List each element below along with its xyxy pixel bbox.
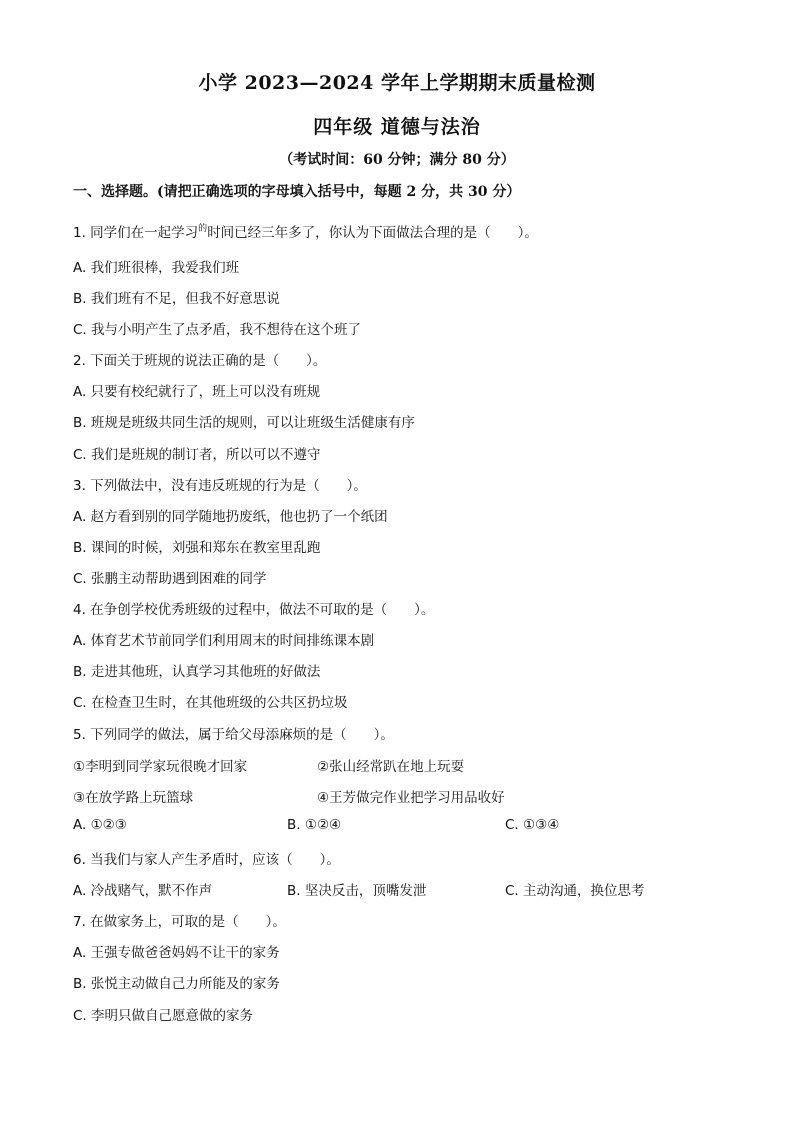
question-1-stem — [73, 221, 538, 241]
question-7-option-b: B. 张悦主动做自己力所能及的家务 — [73, 976, 280, 992]
question-5-option-a: A. ①②③ — [73, 817, 127, 833]
question-6-option-a: A. 冷战赌气，默不作声 — [73, 883, 213, 899]
question-3-option-a: A. 赵方看到别的同学随地扔废纸，他也扔了一个纸团 — [73, 509, 388, 525]
exam-info: （考试时间：60 分钟；满分 80 分） — [279, 152, 515, 168]
question-4-option-b: B. 走进其他班，认真学习其他班的好做法 — [73, 664, 321, 680]
question-5-item-2: ②张山经常趴在地上玩耍 — [317, 759, 465, 775]
question-1-option-a: A. 我们班很棒，我爱我们班 — [73, 260, 240, 276]
exam-subtitle: 四年级 道德与法治 — [313, 116, 481, 138]
question-3-stem: 3. 下列做法中，没有违反班规的行为是（ ）。 — [73, 478, 367, 494]
question-5-item-4: ④王芳做完作业把学习用品收好 — [317, 790, 505, 806]
question-2-option-b: B. 班规是班级共同生活的规则，可以让班级生活健康有序 — [73, 415, 415, 431]
question-4-option-a: A. 体育艺术节前同学们利用周末的时间排练课本剧 — [73, 633, 375, 649]
question-6-option-b: B. 坚决反击，顶嘴发泄 — [287, 883, 427, 899]
question-1-option-b: B. 我们班有不足，但我不好意思说 — [73, 291, 280, 307]
question-2-option-c: C. 我们是班规的制订者，所以可以不遵守 — [73, 447, 321, 463]
question-1-stem-superscript: 的 — [198, 224, 208, 234]
question-1-stem-part-a: 1. 同学们在一起学习 — [73, 225, 199, 241]
question-7-option-a: A. 王强专做爸爸妈妈不让干的家务 — [73, 945, 280, 961]
question-5-option-b: B. ①②④ — [287, 817, 342, 833]
question-2-option-a: A. 只要有校纪就行了，班上可以没有班规 — [73, 384, 321, 400]
question-5-option-c: C. ①③④ — [505, 817, 560, 833]
question-4-stem: 4. 在争创学校优秀班级的过程中，做法不可取的是（ ）。 — [73, 602, 435, 618]
section-heading: 一、选择题。(请把正确选项的字母填入括号中，每题 2 分，共 30 分） — [73, 184, 521, 200]
question-5-stem: 5. 下列同学的做法，属于给父母添麻烦的是（ ）。 — [73, 727, 394, 743]
question-7-option-c: C. 李明只做自己愿意做的家务 — [73, 1008, 254, 1024]
exam-title: 小学 2023—2024 学年上学期期末质量检测 — [198, 72, 596, 94]
question-5-item-1: ①李明到同学家玩很晚才回家 — [73, 759, 248, 775]
question-1-stem-part-b: 时间已经三年多了，你认为下面做法合理的是（ ）。 — [207, 225, 538, 241]
question-2-stem: 2. 下面关于班规的说法正确的是（ ）。 — [73, 353, 327, 369]
question-4-option-c: C. 在检查卫生时，在其他班级的公共区扔垃圾 — [73, 695, 348, 711]
question-5-item-3: ③在放学路上玩篮球 — [73, 790, 194, 806]
question-6-stem: 6. 当我们与家人产生矛盾时，应该（ ）。 — [73, 852, 340, 868]
question-3-option-c: C. 张鹏主动帮助遇到困难的同学 — [73, 571, 267, 587]
question-7-stem: 7. 在做家务上，可取的是（ ）。 — [73, 914, 286, 930]
question-3-option-b: B. 课间的时候，刘强和郑东在教室里乱跑 — [73, 540, 321, 556]
question-6-option-c: C. 主动沟通，换位思考 — [505, 883, 645, 899]
question-1-option-c: C. 我与小明产生了点矛盾，我不想待在这个班了 — [73, 322, 362, 338]
